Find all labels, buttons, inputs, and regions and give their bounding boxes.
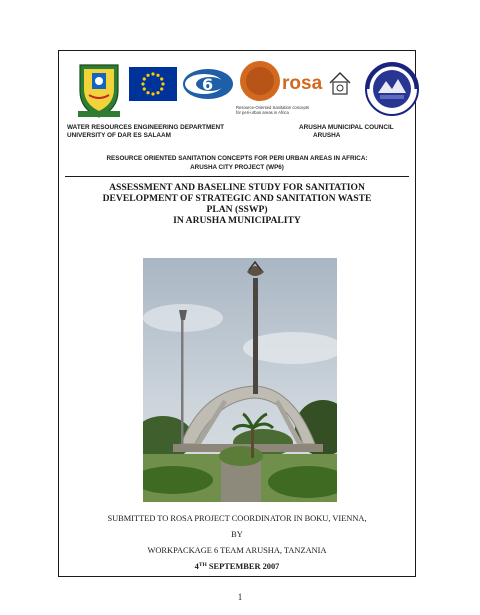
council-city: ARUSHA — [313, 132, 341, 139]
divider — [65, 176, 409, 177]
date-suffix: TH — [198, 562, 207, 568]
date-day: 4 — [194, 562, 199, 571]
university-crest-icon — [74, 59, 124, 119]
rosa-caption: Resource-Oriented Sanitation concepts for peri-urban areas in Africa — [236, 105, 310, 115]
submission-line-1: SUBMITTED TO ROSA PROJECT COORDINATOR IN BOKU, VIENNA, — [107, 514, 367, 523]
sixth-framework-icon — [182, 67, 234, 101]
title-line-3: PLAN (SSWP) — [206, 204, 268, 215]
logo-bar — [74, 57, 404, 119]
project-heading — [59, 155, 415, 172]
project-line-2: ARUSHA CITY PROJECT (WP6) — [190, 163, 284, 171]
university-name: UNIVERSITY OF DAR ES SALAAM — [67, 132, 171, 139]
title-line-2: DEVELOPMENT OF STRATEGIC AND SANITATION WASTE — [102, 193, 372, 204]
document-title — [59, 182, 415, 226]
project-line-1: RESOURCE ORIENTED SANITATION CONCEPTS FOR PERI URBAN AREAS IN AFRICA: — [106, 155, 368, 162]
rosa-wordmark: rosa — [282, 73, 323, 94]
page-number: 1 — [237, 592, 243, 602]
title-line-4: IN ARUSHA MUNICIPALITY — [173, 215, 301, 226]
svg-text:6: 6 — [202, 75, 214, 94]
title-line-1: ASSESSMENT AND BASELINE STUDY FOR SANITATION — [109, 182, 365, 193]
arusha-council-seal-icon — [364, 59, 420, 117]
department-name: WATER RESOURCES ENGINEERING DEPARTMENT — [67, 124, 225, 131]
cover-frame — [58, 50, 416, 577]
rosa-logo — [236, 59, 356, 119]
monument-photo — [143, 258, 337, 502]
date-rest: SEPTEMBER 2007 — [206, 562, 280, 571]
submission-line-2: BY — [231, 530, 243, 539]
house-icon — [330, 73, 350, 94]
submission-block — [59, 511, 415, 575]
eu-flag-icon — [129, 67, 177, 101]
council-name: ARUSHA MUNICIPAL COUNCIL — [299, 124, 394, 131]
submission-date — [59, 559, 415, 575]
submission-line-3: WORKPACKAGE 6 TEAM ARUSHA, TANZANIA — [147, 546, 327, 555]
